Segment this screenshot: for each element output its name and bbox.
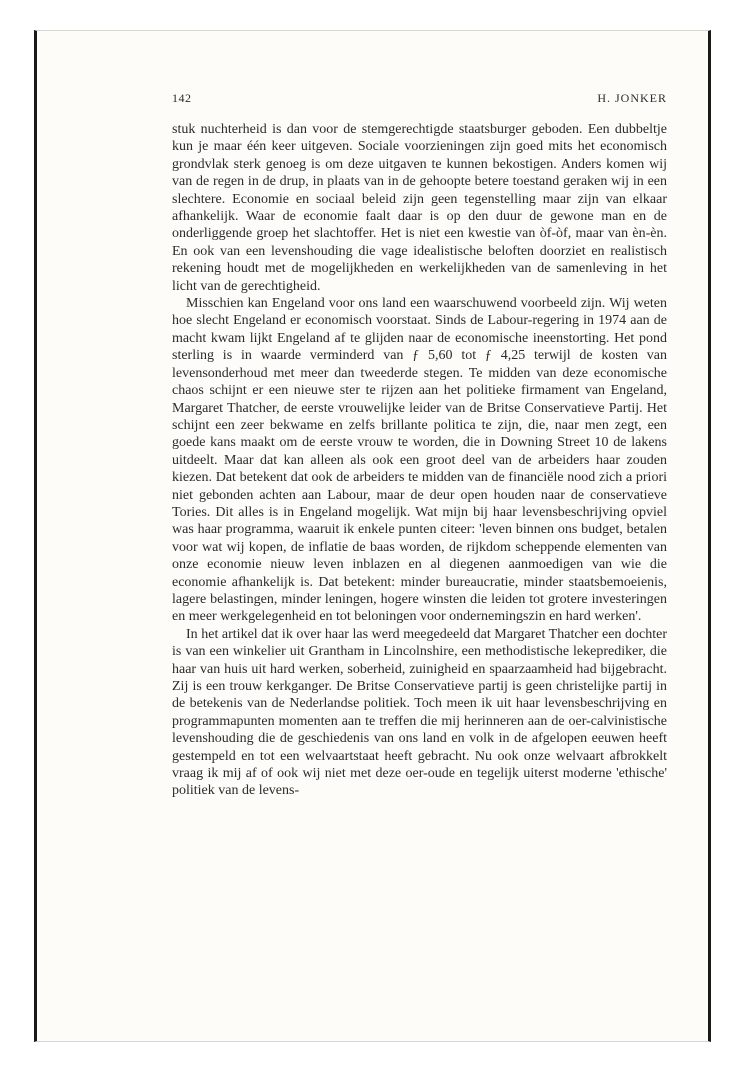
paragraph-1: stuk nuchterheid is dan voor de stemgerechtigde staatsburger geboden. Een dubbeltje kun je maar één keer uitgeven. Sociale voorzieningen zijn goed mits het economisch grondvlak sterk genoeg is om deze uitgaven te kunnen bekostigen. Anders komen wij van de regen in de drup, in plaats van in de gehoopte betere toestand geraken wij in een slechtere. Economie en sociaal beleid zijn geen tegenstelling maar zijn van elkaar afhankelijk. Waar de economie faalt daar is op den duur de gewone man en de onderliggende groep het slachtoffer. Het is niet een kwestie van òf-òf, maar van èn-èn. En ook van een levenshouding die vage idealistische beloften doorziet en realistisch rekening houdt met de mogelijkheden en werkelijkheden van de samenleving in het licht van de gerechtigheid.: [172, 122, 667, 294]
running-head-author: H. JONKER: [597, 91, 667, 105]
page-header: [172, 91, 667, 107]
page-number: 142: [172, 91, 192, 105]
paragraph-2: Misschien kan Engeland voor ons land een waarschuwend voorbeeld zijn. Wij weten hoe slecht Engeland er economisch voorstaat. Sinds de Labour-regering in 1974 aan de macht kwam lijkt Engeland af te glijden naar de economische ineenstorting. Het pond sterling is in waarde verminderd van ƒ 5,60 tot ƒ 4,25 terwijl de kosten van levensonderhoud met meer dan tweederde stegen. Te midden van deze economische chaos schijnt er een nieuwe ster te rijzen aan het politieke firmament van Engeland, Margaret Thatcher, de eerste vrouwelijke leider van de Britse Conservatieve Partij. Het schijnt een zeer bekwame en zelfs brillante politica te zijn, die, naar men zegt, een goede kans maakt om de eerste vrouw te worden, die in Downing Street 10 de lakens uitdeelt. Maar dat kan alleen als ook een groot deel van de arbeiders haar zouden kiezen. Dat betekent dat ook de arbeiders te midden van de financiële nood zich a priori niet gebonden achten aan Labour, maar de deur open houden naar de conservatieve Tories. Dit alles is in Engeland mogelijk. Wat mijn bij haar levensbeschrijving opviel was haar programma, waaruit ik enkele punten citeer: 'leven binnen ons budget, betalen voor wat wij kopen, de inflatie de baas worden, de rijkdom scheppende elementen van onze economie nieuw leven inblazen en al diegenen aanmoedigen van wie die economie afhankelijk is. Dat betekent: minder bureaucratie, minder staatsbemoeienis, lagere belastingen, minder leningen, hogere winsten die leiden tot grotere investeringen en meer werkgelegenheid en tot beloningen voor ondernemingszin en hard werken'.: [172, 296, 667, 625]
body-text: [172, 121, 667, 800]
paragraph-3: In het artikel dat ik over haar las werd meegedeeld dat Margaret Thatcher een dochter is van een winkelier uit Grantham in Lincolnshire, een methodistische lekeprediker, die haar van huis uit hard werken, soberheid, zuinigheid en spaarzaamheid had bijgebracht. Zij is een trouw kerkganger. De Britse Conservatieve partij is geen christelijke partij in de betekenis van de Nederlandse politiek. Toch meen ik uit haar levensbeschrijving en programmapunten momenten aan te treffen die mij herinneren aan de oer-calvinistische levenshouding die de geschiedenis van ons land en volk in de afgelopen eeuwen heeft gestempeld en tot een welvaartstaat heeft gebracht. Nu ook onze welvaart afbrokkelt vraag ik mij af of ook wij niet met deze oer-oude en tegelijk uiterst moderne 'ethische' politiek van de levens-: [172, 626, 667, 799]
